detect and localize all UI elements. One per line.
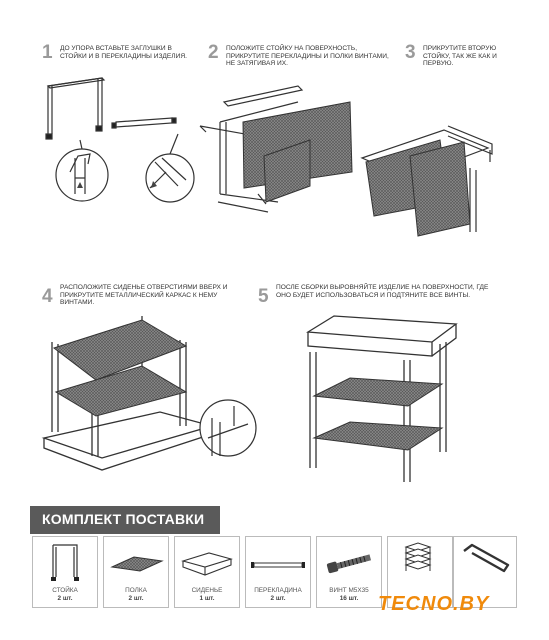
kit-item-label: ВИНТ M5X35 16 шт. [329,587,369,602]
step-5-illustration [296,312,466,484]
kit-item-shelf [103,536,169,608]
step-text: ПРИКРУТИТЕ ВТОРУЮ СТОЙКУ, ТАК ЖЕ КАК И ПЕРВУЮ. [423,45,497,68]
seat-icon [175,537,239,587]
kit-item-seat [174,536,240,608]
kit-item-crossbar [245,536,311,608]
step-number: 5 [258,286,269,307]
step-2-illustration [198,82,366,217]
kit-item-label: СИДЕНЬЕ 1 шт. [191,587,223,602]
frame-icon [33,537,97,587]
step-4-illustration [42,306,252,476]
screw-icon [317,537,381,587]
kit-item-label: СТОЙКА 2 шт. [52,587,78,602]
plugs-icon [388,537,452,587]
step-number: 2 [208,42,219,63]
kit-title-band [30,506,220,534]
step-text: ДО УПОРА ВСТАВЬТЕ ЗАГЛУШКИ В СТОЙКИ И В ПЕРЕКЛАДИНЫ ИЗДЕЛИЯ. [60,45,187,60]
hex-key-icon [454,537,516,587]
kit-item-label: ПОЛКА 2 шт. [125,587,147,602]
kit-title: КОМПЛЕКТ ПОСТАВКИ [42,511,205,527]
shelf-icon [104,537,168,587]
crossbar-icon [246,537,310,587]
step-text: ПОСЛЕ СБОРКИ ВЫРОВНЯЙТЕ ИЗДЕЛИЕ НА ПОВЕРХНОСТИ, ГДЕ ОНО БУДЕТ ИСПОЛЬЗОВАТЬСЯ И ПОДТЯНИТЕ ВСЕ ВИНТЫ. [276,284,489,299]
step-text: РАСПОЛОЖИТЕ СИДЕНЬЕ ОТВЕРСТИЯМИ ВВЕРХ И ПРИКРУТИТЕ МЕТАЛЛИЧЕСКИЙ КАРКАС К НЕМУ ВИНТАМИ. [60,284,228,307]
brand-logo [378,593,489,616]
step-number: 1 [42,42,53,63]
kit-item-screw [316,536,382,608]
brand-part2: .BY [453,593,490,615]
step-text: ПОЛОЖИТЕ СТОЙКУ НА ПОВЕРХНОСТЬ, ПРИКРУТИТЕ ПЕРЕКЛАДИНЫ И ПОЛКИ ВИНТАМИ, НЕ ЗАТЯГИВАЯ ИХ. [226,45,389,68]
step-1-illustration [30,60,200,220]
kit-item-frame [32,536,98,608]
step-number: 3 [405,42,416,63]
step-3-illustration [352,98,522,238]
kit-item-label: ПЕРЕКЛАДИНА 2 шт. [254,587,302,602]
step-number: 4 [42,286,53,307]
brand-part1: TECNO [378,593,453,615]
